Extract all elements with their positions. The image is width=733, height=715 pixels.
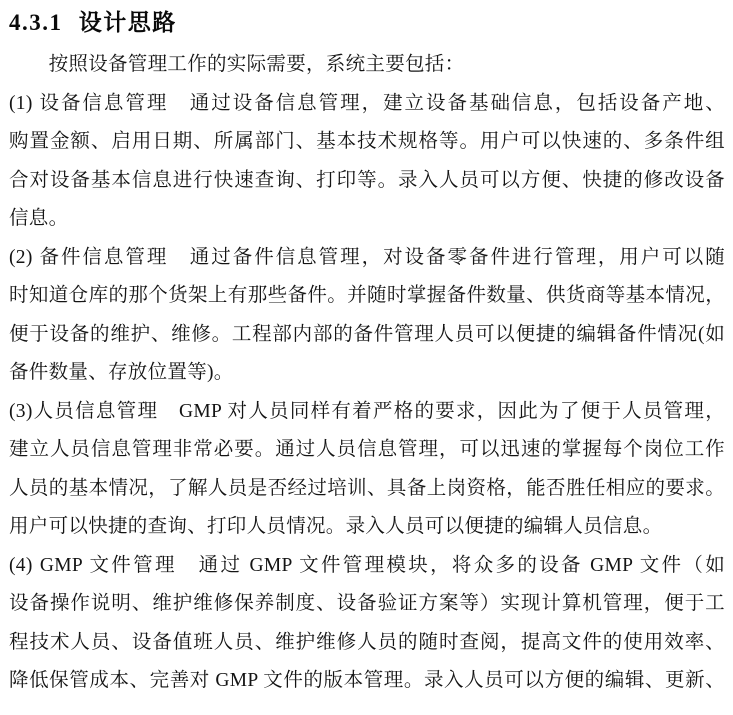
text-line: 程技术人员、设备值班人员、维护维修人员的随时查阅，提高文件的使用效率、: [9, 631, 725, 653]
text-line: 备件数量、存放位置等)。: [9, 362, 234, 383]
text-line: 信息。: [9, 208, 69, 229]
text-line: 用户可以快捷的查询、打印人员情况。录入人员可以便捷的编辑人员信息。: [9, 516, 663, 537]
text-line: (2) 备件信息管理 通过备件信息管理，对设备零备件进行管理，用户可以随: [9, 246, 725, 268]
page-body: [9, 46, 725, 701]
text-line: 设备操作说明、维护维修保养制度、设备验证方案等）实现计算机管理，便于工: [9, 593, 725, 614]
section-heading: 4.3.1 设计思路: [9, 10, 177, 35]
text-line: 时知道仓库的那个货架上有那些备件。并随时掌握备件数量、供货商等基本情况，: [9, 285, 725, 306]
text-line: 合对设备基本信息进行快速查询、打印等。录入人员可以方便、快捷的修改设备: [9, 169, 725, 191]
text-line: 建立人员信息管理非常必要。通过人员信息管理，可以迅速的掌握每个岗位工作: [9, 439, 725, 460]
paragraph-intro: [9, 46, 725, 85]
paragraph-item-2-spare-parts-info: [9, 239, 725, 393]
text-line: (1) 设备信息管理 通过设备信息管理，建立设备基础信息，包括设备产地、: [9, 92, 725, 114]
text-line: 降低保管成本、完善对 GMP 文件的版本管理。录入人员可以方便的编辑、更新、: [9, 670, 725, 691]
text-line: (3)人员信息管理 GMP 对人员同样有着严格的要求，因此为了便于人员管理，: [9, 400, 725, 422]
text-line: (4) GMP 文件管理 通过 GMP 文件管理模块，将众多的设备 GMP 文件（如: [9, 554, 725, 576]
paragraph-item-3-personnel-info: [9, 393, 725, 547]
text-line: 便于设备的维护、维修。工程部内部的备件管理人员可以便捷的编辑备件情况(如: [9, 323, 725, 345]
text-line: 购置金额、启用日期、所属部门、基本技术规格等。用户可以快速的、多条件组: [9, 131, 725, 152]
text-line: 按照设备管理工作的实际需要，系统主要包括：: [9, 54, 465, 75]
text-line: 人员的基本情况，了解人员是否经过培训、具备上岗资格，能否胜任相应的要求。: [9, 477, 725, 499]
paragraph-item-1-equipment-info: [9, 85, 725, 239]
paragraph-item-4-gmp-file: [9, 547, 725, 701]
